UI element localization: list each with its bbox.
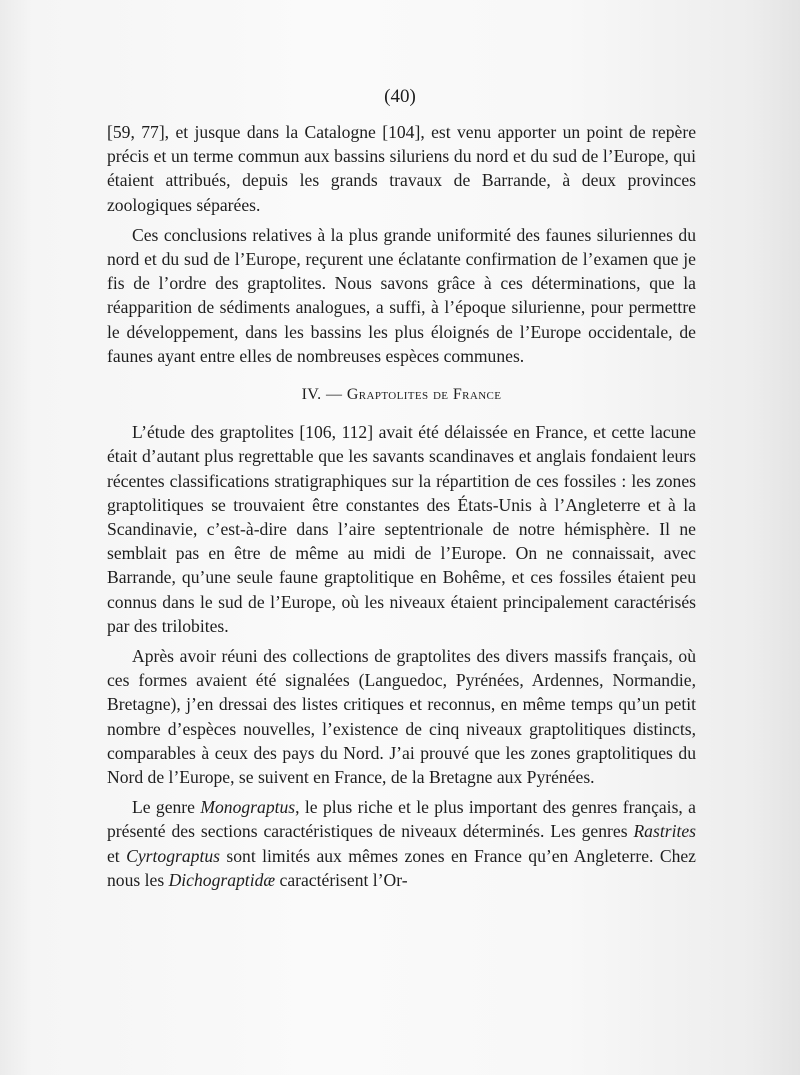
paragraph-p1 [107,120,696,217]
text-run: caractérisent l’Or- [275,869,408,890]
taxon-name: Rastrites [633,821,696,842]
paragraph-p5 [107,795,696,892]
taxon-name: Cyrtograptus [126,845,220,866]
section-dash: — [326,386,343,404]
paragraph-p3 [107,420,696,638]
text-run: Le genre [132,797,201,818]
body-text [107,120,696,898]
taxon-name: Monograptus [200,797,296,818]
taxon-name: Dichograptidæ [168,869,276,890]
section-numeral: IV. [301,386,322,404]
text-run: et [107,845,127,866]
section-heading [107,383,696,407]
page-number: (40) [384,86,416,107]
text-run: Après avoir réuni des collections de graptolites des divers massifs français, où ces formes avaient été signalées (Languedoc, Pyrénées, Ardennes, Normandie, Bretagne), j’en dressai des listes critiques et reconnus, en même temps qu’un petit nombre d’espèces nouvelles, l’existence de cinq niveaux graptolitiques distincts, comparables à ceux des pays du Nord. J’ai prouvé que les zones graptolitiques du Nord de l’Europe, se suivent en France, de la Bretagne aux Pyrénées. [107,646,696,788]
paragraph-p4 [107,644,696,789]
text-run: Ces conclusions relatives à la plus grande uniformité des faunes siluriennes du nord et du sud de l’Europe, reçurent une éclatante confirmation de l’examen que je fis de l’ordre des graptolites. Nous savons grâce à ces déterminations, que la réapparition de sédiments analogues, a suffi, à l’époque silurienne, pour permettre le développement, dans les bassins les plus éloignés de l’Europe occidentale, de faunes ayant entre elles de nombreuses espèces communes. [107,224,696,366]
text-run: sont limités aux mêmes zones en France qu’en Angleterre. Chez nous les [107,845,696,890]
section-title: Graptolites de France [346,386,502,404]
text-run: [59, 77], et jusque dans la Catalogne [104], est venu apporter un point de repère précis et un terme commun aux bassins siluriens du nord et du sud de l’Europe, qui étaient attribués, depuis les grands travaux de Barrande, à deux provinces zoologiques séparées. [107,122,696,215]
paragraphs-before-heading [107,120,696,368]
paragraph-p2 [107,223,696,368]
text-run: , le plus riche et le plus important des genres français, a présenté des sections caractéristiques de niveaux déterminés. Les genres [107,797,696,842]
paragraphs-after-heading [107,420,696,892]
text-run: L’étude des graptolites [106, 112] avait été délaissée en France, et cette lacune était d’autant plus regrettable que les savants scandinaves et anglais fondaient leurs récentes classifications stratigraphiques sur la répartition de ces fossiles : les zones graptolitiques se trouvaient être constantes des États-Unis à l’Angleterre et à la Scandinavie, c’est-à-dire dans l’aire septentrionale de notre hémisphère. Il ne semblait pas en être de même au midi de l’Europe. On ne connaissait, avec Barrande, qu’une seule faune graptolitique en Bohême, et ces fossiles étaient peu connus dans le sud de l’Europe, où les niveaux étaient principalement caractérisés par des trilobites. [107,422,696,636]
